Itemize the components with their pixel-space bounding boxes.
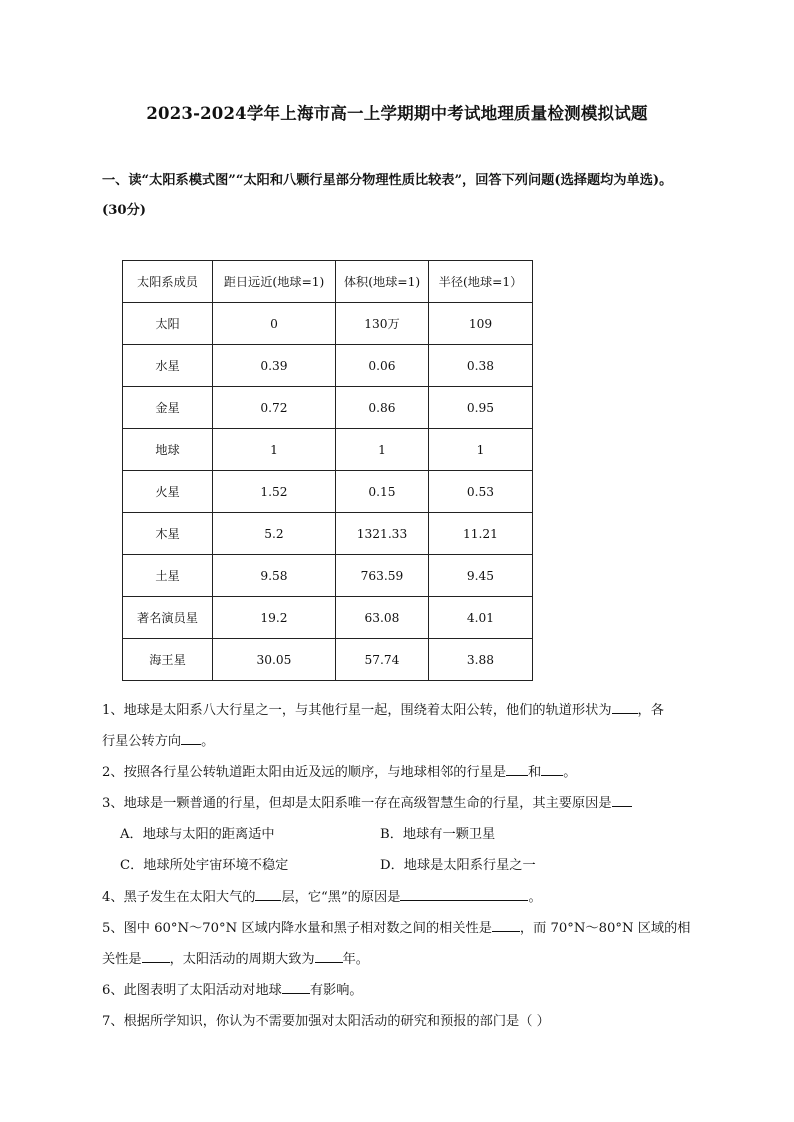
table-cell: 土星 [123, 555, 213, 597]
section-1-instruction [102, 166, 702, 226]
answer-blank[interactable] [142, 948, 170, 963]
table-cell: 9.45 [429, 555, 533, 597]
table-cell: 0 [213, 303, 336, 345]
table-cell: 57.74 [336, 639, 429, 681]
table-cell: 0.53 [429, 471, 533, 513]
question-1-text: 。 [201, 734, 215, 749]
table-cell: 金星 [123, 387, 213, 429]
answer-blank[interactable] [612, 792, 632, 807]
question-4 [102, 882, 694, 913]
question-2 [102, 757, 694, 788]
table-cell: 1 [213, 429, 336, 471]
table-cell: 0.06 [336, 345, 429, 387]
table-cell: 海王星 [123, 639, 213, 681]
answer-blank[interactable] [492, 917, 520, 932]
question-5-text: ，太阳活动的周期大致为 [169, 952, 315, 967]
question-6-text: 6、此图表明了太阳活动对地球 [102, 983, 282, 998]
answer-blank[interactable] [315, 948, 343, 963]
table-header-cell: 距日远近(地球=1) [213, 261, 336, 303]
table-row [123, 513, 533, 555]
table-cell: 著名演员星 [123, 597, 213, 639]
table-cell: 木星 [123, 513, 213, 555]
question-1 [102, 695, 694, 757]
table-cell: 30.05 [213, 639, 336, 681]
question-4-text: 4、黑子发生在太阳大气的 [102, 890, 256, 905]
table-cell: 3.88 [429, 639, 533, 681]
question-2-text: 2、按照各行星公转轨道距太阳由近及远的顺序，与地球相邻的行星是 [102, 765, 507, 780]
table-cell: 0.86 [336, 387, 429, 429]
section-1-score: (30分) [102, 203, 147, 218]
question-1-text: ，各 [637, 703, 664, 718]
table-row [123, 429, 533, 471]
table-cell: 0.95 [429, 387, 533, 429]
question-7 [102, 1006, 694, 1037]
document-title: 2023-2024学年上海市高一上学期期中考试地理质量检测模拟试题 [146, 104, 648, 123]
table-cell: 太阳 [123, 303, 213, 345]
answer-blank[interactable] [181, 730, 201, 745]
table-row [123, 345, 533, 387]
table-cell: 1321.33 [336, 513, 429, 555]
table-cell: 19.2 [213, 597, 336, 639]
question-3-text: 3、地球是一颗普通的行星，但却是太阳系唯一存在高级智慧生命的行星，其主要原因是 [102, 796, 612, 811]
table-cell: 763.59 [336, 555, 429, 597]
table-cell: 0.39 [213, 345, 336, 387]
table-header-cell: 半径(地球=1） [429, 261, 533, 303]
table-cell: 地球 [123, 429, 213, 471]
table-cell: 9.58 [213, 555, 336, 597]
table-cell: 109 [429, 303, 533, 345]
question-6-text: 有影响。 [309, 983, 363, 998]
question-7-text: 7、根据所学知识，你认为不需要加强对太阳活动的研究和预报的部门是（ ） [102, 1014, 550, 1029]
table-cell: 0.38 [429, 345, 533, 387]
table-cell: 63.08 [336, 597, 429, 639]
question-5-text: 年。 [342, 952, 369, 967]
table-cell: 5.2 [213, 513, 336, 555]
table-header-row [123, 261, 533, 303]
table-row [123, 471, 533, 513]
table-row [123, 303, 533, 345]
table-header-cell: 太阳系成员 [123, 261, 213, 303]
option-b[interactable]: B．地球有一颗卫星 [380, 827, 496, 842]
question-6 [102, 975, 694, 1006]
question-2-text: 。 [563, 765, 577, 780]
table-cell: 0.15 [336, 471, 429, 513]
table-cell: 0.72 [213, 387, 336, 429]
question-1-text: 行星公转方向 [102, 734, 182, 749]
question-4-text: 层，它“黑”的原因是 [281, 890, 401, 905]
table-cell: 水星 [123, 345, 213, 387]
question-3 [102, 788, 694, 819]
question-2-text: 和 [528, 765, 542, 780]
table-cell: 火星 [123, 471, 213, 513]
table-cell: 1 [336, 429, 429, 471]
answer-blank[interactable] [506, 761, 528, 776]
question-5-text: 5、图中 60°N～70°N 区域内降水量和黑子相对数之间的相关性是 [102, 921, 492, 936]
answer-blank[interactable] [541, 761, 563, 776]
table-cell: 130万 [336, 303, 429, 345]
answer-blank[interactable] [282, 979, 310, 994]
answer-blank[interactable] [612, 699, 638, 714]
table-cell: 1.52 [213, 471, 336, 513]
question-5-text: 关性是 [102, 952, 142, 967]
table-cell: 1 [429, 429, 533, 471]
question-5-text: ，而 70°N～80°N 区域的相 [519, 921, 691, 936]
question-5 [102, 913, 694, 975]
table-row [123, 387, 533, 429]
table-row [123, 555, 533, 597]
table-row [123, 597, 533, 639]
section-1-text: 一、读“太阳系模式图”“太阳和八颗行星部分物理性质比较表”，回答下列问题(选择题均为单选)。 [102, 173, 673, 188]
answer-blank[interactable] [255, 886, 281, 901]
option-a[interactable]: A．地球与太阳的距离适中 [120, 827, 275, 842]
option-c[interactable]: C．地球所处宇宙环境不稳定 [120, 858, 289, 873]
question-4-text: 。 [528, 890, 542, 905]
planet-comparison-table [122, 260, 533, 681]
table-cell: 11.21 [429, 513, 533, 555]
table-header-cell: 体积(地球=1) [336, 261, 429, 303]
table-row [123, 639, 533, 681]
option-d[interactable]: D．地球是太阳系行星之一 [380, 858, 536, 873]
question-1-text: 1、地球是太阳系八大行星之一，与其他行星一起，围绕着太阳公转，他们的轨道形状为 [102, 703, 612, 718]
table-cell: 4.01 [429, 597, 533, 639]
answer-blank[interactable] [400, 886, 528, 901]
